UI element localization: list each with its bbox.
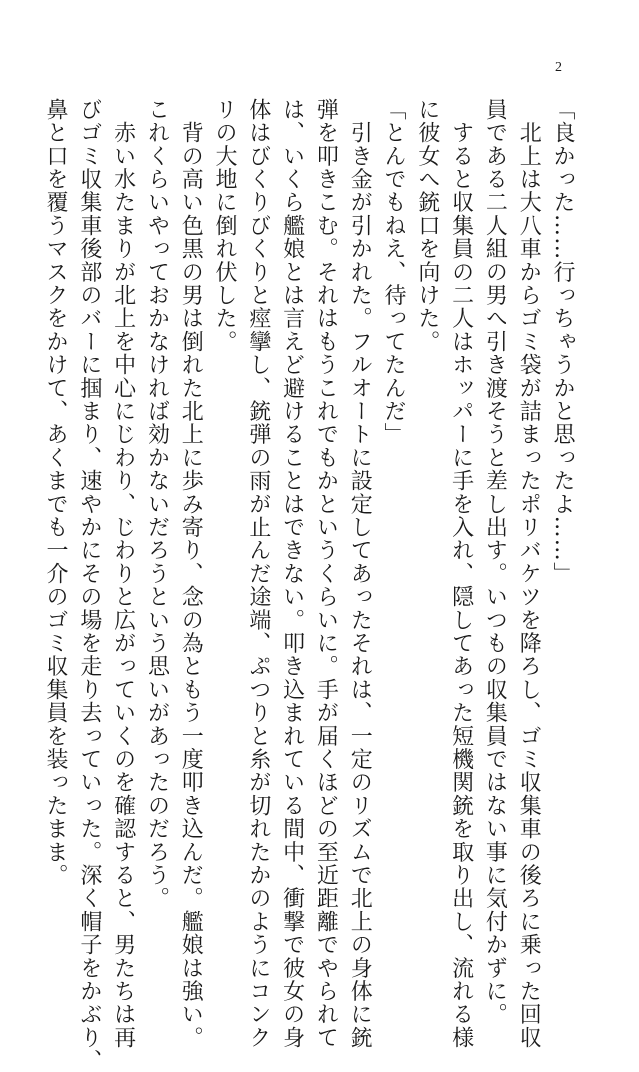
text-line: 赤い水たまりが北上を中心にじわり、じわりと広がっていくのを確認すると、男たちは再 (110, 98, 136, 1050)
body-text (43, 98, 579, 1072)
text-line: 背の高い色黒の男は倒れた北上に歩み寄り、念の為ともう一度叩き込んだ。艦娘は強い。 (178, 98, 204, 1050)
text-line: 体はびくりびくりと痙攣し、銃弾の雨が止んだ途端、ぷつりと糸が切れたかのようにコンク (245, 98, 271, 1050)
text-line: 員である二人組の男へ引き渡そうと差し出す。いつもの収集員ではない事に気付かずに。 (482, 98, 508, 1026)
text-line: 「とんでもねえ、待ってたんだ」 (381, 98, 407, 446)
text-line: すると収集員の二人はホッパーに手を入れ、隠してあった短機関銃を取り出し、流れる様 (448, 98, 474, 1050)
text-line: これくらいやっておかなければ効かないだろうという思いがあったのだろう。 (144, 98, 170, 910)
text-line: 鼻と口を覆うマスクをかけて、あくまでも一介のゴミ収集員を装ったまま。 (43, 98, 69, 887)
text-line: 「良かった……行っちゃうかと思ったよ……」 (550, 98, 575, 586)
text-line: は、いくら艦娘とは言えど避けることはできない。叩き込まれている間中、衝撃で彼女の身 (279, 98, 305, 1050)
text-line: 弾を叩きこむ。それはもうこれでもかというくらいに。手が届くほどの至近距離でやられて (313, 98, 339, 1050)
text-line: リの大地に倒れ伏した。 (212, 98, 238, 354)
text-line: びゴミ収集車後部のバーに掴まり、速やかにその場を走り去っていった。深く帽子をかぶり、 (76, 98, 102, 1072)
page-number: 2 (555, 60, 562, 75)
text-line: 引き金が引かれた。フルオートに設定してあったそれは、一定のリズムで北上の身体に銃 (347, 98, 373, 1050)
text-line: に彼女へ銃口を向けた。 (414, 98, 440, 354)
text-line: 北上は大八車からゴミ袋が詰まったポリバケツを降ろし、ゴミ収集車の後ろに乗った回収 (516, 98, 542, 1050)
